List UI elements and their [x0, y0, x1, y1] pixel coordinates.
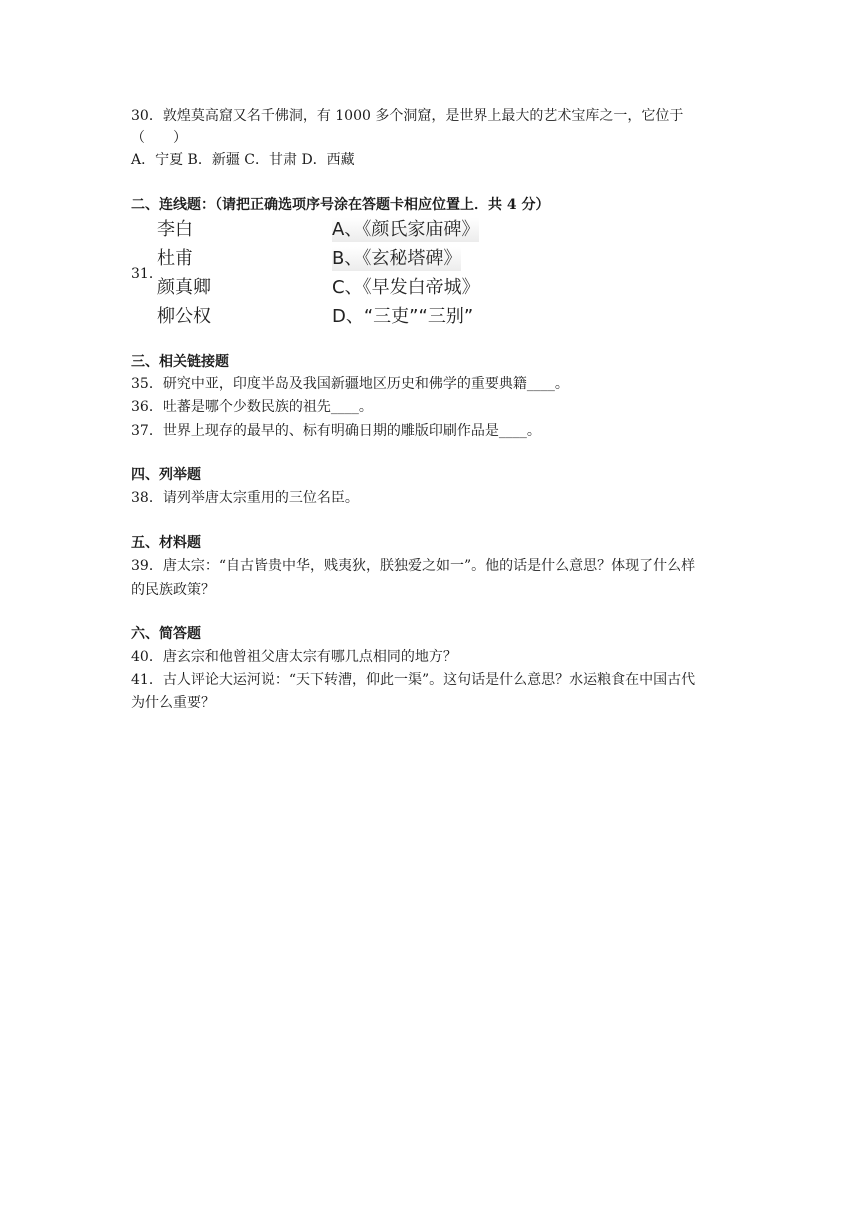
match-right-b: B、《玄秘塔碑》: [332, 248, 462, 269]
q39-line1: 39．唐太宗：“自古皆贵中华，贱夷狄，朕独爱之如一”。他的话是什么意思？体现了什么样: [131, 558, 696, 574]
q31-number: 31．: [131, 266, 163, 282]
q35: 35．研究中亚，印度半岛及我国新疆地区历史和佛学的重要典籍____。: [131, 376, 569, 392]
section6-heading: 六、简答题: [131, 626, 201, 642]
match-left-1: 李白: [157, 219, 193, 240]
match-left-2: 杜甫: [157, 248, 193, 269]
q30-stem: 30．敦煌莫高窟又名千佛洞，有 1000 多个洞窟，是世界上最大的艺术宝库之一，它位于: [131, 108, 684, 124]
q37: 37．世界上现存的最早的、标有明确日期的雕版印刷作品是____。: [131, 423, 541, 439]
match-left-4: 柳公权: [157, 306, 211, 327]
section5-heading: 五、材料题: [131, 535, 201, 551]
q39-line2: 的民族政策？: [131, 582, 215, 598]
match-right-c: C、《早发白帝城》: [332, 277, 480, 298]
section4-heading: 四、列举题: [131, 467, 201, 483]
match-right-d: D、“三吏”“三别”: [332, 306, 474, 327]
section2-heading: 二、连线题：（请把正确选项序号涂在答题卡相应位置上．共 4 分）: [131, 197, 550, 213]
q41-line2: 为什么重要？: [131, 695, 215, 711]
match-left-3: 颜真卿: [157, 277, 211, 298]
q36: 36．吐蕃是哪个少数民族的祖先____。: [131, 399, 373, 415]
q30-options: A．宁夏 B．新疆 C．甘肃 D．西藏: [131, 152, 355, 168]
matching-table: [157, 218, 480, 330]
match-right-a: A、《颜氏家庙碑》: [332, 219, 480, 240]
q30-answer-bracket: （ ）: [131, 130, 187, 146]
q38: 38．请列举唐太宗重用的三位名臣。: [131, 490, 359, 506]
q41-line1: 41．古人评论大运河说：“天下转漕，仰此一渠”。这句话是什么意思？水运粮食在中国古代: [131, 672, 696, 688]
q40: 40．唐玄宗和他曾祖父唐太宗有哪几点相同的地方？: [131, 649, 457, 665]
section3-heading: 三、相关链接题: [131, 354, 229, 370]
